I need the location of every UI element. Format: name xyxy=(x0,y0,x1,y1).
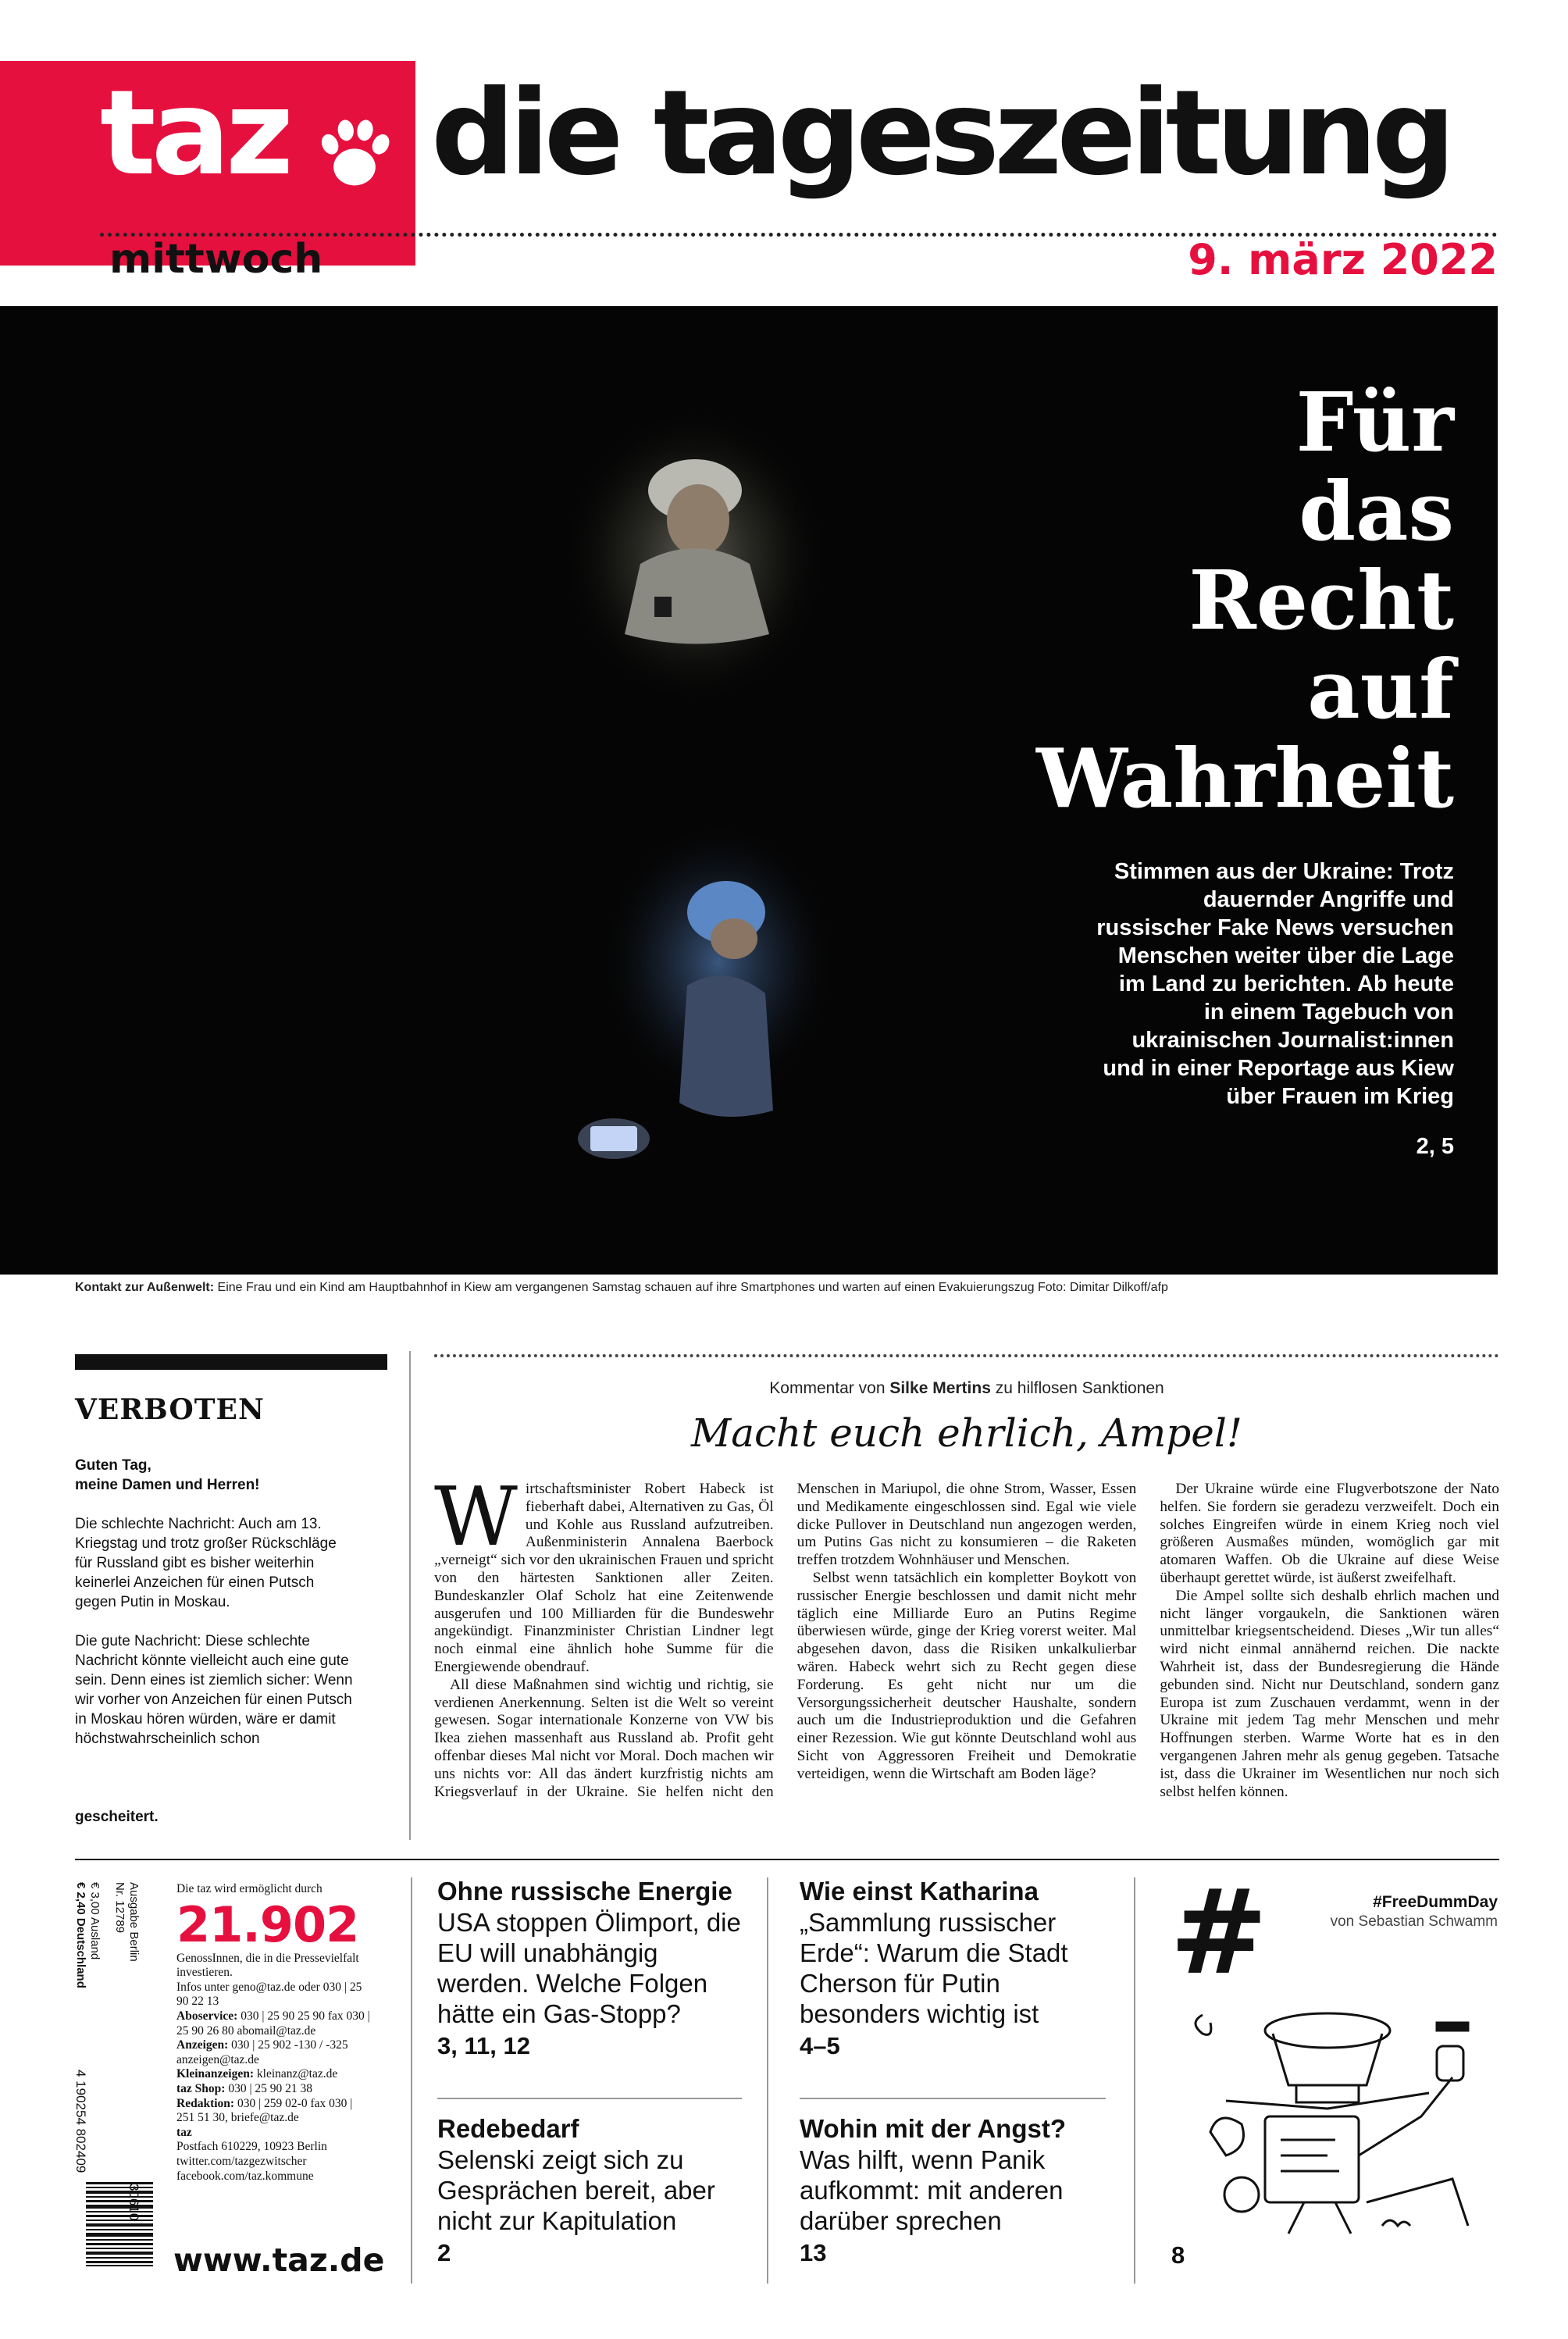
freedummday-tag[interactable]: #FreeDummDay xyxy=(1373,1893,1498,1911)
caption-text: Eine Frau und ein Kind am Hauptbahnhof in Kiew am vergangenen Samstag schauen auf ihre Smartphones und warten auf einen Evakuierungszug xyxy=(217,1281,1035,1294)
teaser-text: „Sammlung russischer Erde“: Warum die Stadt Cherson für Putin besonders wichtig ist xyxy=(800,1908,1068,2028)
kleinanzeigen-contact[interactable]: kleinanz@taz.de xyxy=(256,2067,338,2081)
member-count-text: GenossInnen, die in die Pressevielfalt investieren. xyxy=(176,1951,359,1980)
redaktion-line xyxy=(176,2097,372,2126)
taz-logo[interactable]: taz xyxy=(100,66,290,201)
kommentar-divider xyxy=(434,1354,1499,1357)
paw-logo-icon xyxy=(311,109,398,197)
issue-number: Nr. 12789 xyxy=(113,1882,127,1934)
verboten-para-1: Die schlechte Nachricht: Auch am 13. Kriegstag und trotz großer Rückschläge für Russland gibt es bisher weiterhin keinerlei Anzeichen für einen Putsch gegen Putin in Moskau. xyxy=(75,1516,337,1610)
newspaper-title: die tageszeitung xyxy=(431,66,1451,201)
kommentar-paragraph: Der Ukraine würde eine Flugverbotszone der Nato helfen. Sie fordern sie geradezu verzweifelt. Doch ein solches Eingreifen würde in einem Krieg noch viel größeren Ausmaßes münden, womöglich gar mit atomaren Waffen. Ob die Ukraine auf diese Weise überhaupt gerettet würde, ist äußerst zweifelhaft. xyxy=(1160,1481,1499,1586)
price-abroad: € 3,00 Ausland xyxy=(88,1882,102,1960)
teaser-headline: Wohin mit der Angst? xyxy=(800,2114,1066,2143)
greeting-line-2: meine Damen und Herren! xyxy=(75,1477,260,1493)
freedummday-page-ref[interactable]: 8 xyxy=(1171,2241,1185,2269)
teaser-divider xyxy=(767,1877,768,2284)
teaser-rule xyxy=(800,2098,1106,2099)
kommentar-paragraph: Selbst wenn tatsächlich ein kompletter Boykott von russischer Energie beschlossen und damit nicht mehr täglich eine Milliarde Euro an Putins Regime überwiesen würde, ginge der Krieg vorerst weiter. Mal abgesehen davon, dass die Risiken unkalkulierbar wären. Habeck wehrt sich zu Recht gegen diese Forderung. Es geht nicht nur um die Versorgungssicherheit deutscher Haushalte, sondern auch um die Industrieproduktion und die Gefahren einer Rezession. Wie gut könnte Deutschland wohl aus Sicht von Aggressoren Freiheit und Demokratie verteidigen, wenn die Wirtschaft am Boden läge? xyxy=(796,1569,1137,1782)
headline-line: Für xyxy=(1295,374,1454,470)
redaktion-contact[interactable]: 030 | 259 02-0 fax 030 | 251 51 30, briefe@taz.de xyxy=(176,2096,353,2125)
headline-page-ref[interactable]: 2, 5 xyxy=(1416,1134,1454,1159)
dropcap: W xyxy=(434,1469,518,1564)
teaser-katharina[interactable] xyxy=(800,1876,1112,2062)
edition-name: Ausgabe Berlin xyxy=(127,1882,141,1962)
aboservice-contact[interactable]: 030 | 25 90 25 90 fax 030 | 25 90 26 80 abomail@taz.de xyxy=(176,2009,370,2038)
shop-label: taz Shop: xyxy=(176,2081,226,2095)
address-name: taz xyxy=(176,2125,192,2139)
teaser-divider xyxy=(1134,1877,1135,2284)
imprint-kicker: Die taz wird ermöglicht durch xyxy=(176,1882,323,1895)
teaser-page-ref: 2 xyxy=(437,2239,451,2266)
kommentar-author[interactable]: Silke Mertins xyxy=(889,1379,991,1397)
kicker-prefix: Kommentar von xyxy=(769,1379,886,1397)
headline-line: Wahrheit xyxy=(1036,730,1454,826)
cartoon-illustration-icon[interactable] xyxy=(1171,1999,1499,2241)
verboten-bar xyxy=(75,1354,387,1370)
kleinanzeigen-label: Kleinanzeigen: xyxy=(176,2067,255,2081)
photo-credit: Foto: Dimitar Dilkoff/afp xyxy=(1037,1281,1168,1294)
redaktion-label: Redaktion: xyxy=(176,2096,235,2110)
kommentar-body xyxy=(434,1469,1499,1840)
price-germany: € 2,40 Deutschland xyxy=(74,1882,87,1988)
caption-lead: Kontakt zur Außenwelt: xyxy=(75,1281,215,1294)
kommentar-paragraph: Die Ampel sollte sich deshalb ehrlich machen und nicht länger vorgaukeln, die Sanktionen wären unmittelbar kriegsentscheidend. Dieses „Wir tun alles“ wird nicht einmal annähernd reichen. Die nackte Wahrheit ist, dass der Bundesregierung die Hände gebunden sind. Nicht nur Deutschland, sondern ganz Europa ist zum Zuschauen verdammt, wenn in der Ukraine mit jedem Tag mehr Menschen und mehr Hoffnungen sterben. Warme Worte hat es in den vergangenen Jahren mehr als genug gegeben. Tatsache ist, dass die Ukrainer im Wesentlichen nur noch sich selbst helfen können. xyxy=(1160,1587,1499,1800)
headline-line: das xyxy=(1299,463,1454,559)
teaser-angst[interactable] xyxy=(800,2113,1112,2269)
teaser-headline: Redebedarf xyxy=(437,2114,579,2143)
aboservice-label: Aboservice: xyxy=(176,2009,238,2023)
verboten-para-2: Die gute Nachricht: Diese schlechte Nachricht könnte vielleicht auch eine gute sein. Denn eines ist ziemlich sicher: Wenn wir vorher von Anzeichen für einen Putsch in Moskau hören würden, wäre er damit höchstwahrscheinlich schon xyxy=(75,1633,353,1747)
verboten-title: VERBOTEN xyxy=(75,1393,265,1426)
teaser-page-ref: 3, 11, 12 xyxy=(437,2032,530,2059)
teaser-energy[interactable] xyxy=(437,1876,750,2062)
kommentar-title[interactable]: Macht euch ehrlich, Ampel! xyxy=(691,1410,1242,1456)
anzeigen-label: Anzeigen: xyxy=(176,2038,229,2052)
freedummday-byline: von Sebastian Schwamm xyxy=(1330,1913,1498,1930)
shop-line xyxy=(176,2082,372,2097)
main-headline[interactable] xyxy=(1036,374,1454,826)
teaser-redebedarf[interactable] xyxy=(437,2113,750,2269)
paragraph-text: irtschaftsminister Robert Habeck ist fieberhaft dabei, Alternativen zu Gas, Öl und Kohle aus Russland aufzutreiben. Außenministerin Annalena Baerbock „verneigt“ sich vor den ukrainischen Frauen und spricht von den härtesten Sanktionen aller Zeiten. Bundeskanzler Olaf Scholz hat eine Zeitenwende ausgerufen und 100 Milliarden für die Bundeswehr angekündigt. Finanzminister Christian Lindner legt noch einmal eine ähnlich hohe Summe für die Energiewende obendrauf. xyxy=(434,1481,774,1675)
barcode-icon xyxy=(86,2182,153,2266)
teaser-text: USA stoppen Ölimport, die EU will unabhängig werden. Welche Folgen hätte ein Gas-Stopp? xyxy=(437,1908,741,2028)
website-link[interactable]: www.taz.de xyxy=(173,2241,385,2279)
headline-line: auf xyxy=(1307,641,1454,737)
geno-info[interactable]: Infos unter geno@taz.de oder 030 | 25 90 22 13 xyxy=(176,1980,362,2009)
photo-caption xyxy=(75,1281,1168,1295)
verboten-body xyxy=(75,1456,356,1768)
teaser-page-ref: 13 xyxy=(800,2239,827,2266)
teaser-text: Was hilft, wenn Panik aufkommt: mit anderen darüber sprechen xyxy=(800,2145,1064,2235)
aboservice-line xyxy=(176,2009,372,2038)
teaser-page-ref: 4–5 xyxy=(800,2032,840,2059)
section-divider xyxy=(75,1859,1499,1860)
hero-photo[interactable] xyxy=(0,306,1498,1275)
kommentar-paragraph: All diese Maßnahmen sind wichtig und richtig, sie verdienen Anerkennung. Selten ist die Welt so vereint gewesen. Sogar internationale Konzerne von VW bis Ikea ziehen massenhaft aus Russland ab. Profit geht offenbar dieses Mal nicht vor Moral. Doch machen wir uns nichts vor: All das ändert kurzfristig nichts am Kriegsverlauf in der Ukraine. Sie helfen nicht den Menschen in Mariupol, die ohne Strom, Wasser, Essen und Medikamente eingeschlossen sind. Egal wie viele dicke Pullover in Deutschland nun angezogen werden, um Putins Gas nicht zu konsumieren – die Raketen treffen trotzdem Wohnhäuser und Menschen. xyxy=(434,1481,1137,1800)
barcode-digits: 4 190254 802409 xyxy=(73,2070,88,2173)
shop-contact[interactable]: 030 | 25 90 21 38 xyxy=(228,2081,313,2095)
verboten-greeting xyxy=(75,1456,356,1495)
kommentar-kicker xyxy=(434,1379,1499,1398)
verboten-punchline: gescheitert. xyxy=(75,1809,159,1825)
teaser-rule xyxy=(437,2098,742,2099)
teaser-text: Selenski zeigt sich zu Gesprächen bereit, aber nicht zur Kapitulation xyxy=(437,2145,715,2235)
headline-line: Recht xyxy=(1188,552,1454,648)
anzeigen-contact[interactable]: 030 | 25 902 -130 / -325 anzeigen@taz.de xyxy=(176,2038,348,2066)
teaser-headline: Wie einst Katharina xyxy=(800,1877,1039,1906)
kleinanzeigen-line xyxy=(176,2067,372,2082)
kommentar-paragraph xyxy=(434,1469,774,1677)
teaser-headline: Ohne russische Energie xyxy=(437,1877,732,1906)
member-count: 21.902 xyxy=(176,1895,359,1953)
hashtag-icon: # xyxy=(1170,1865,1268,2001)
address[interactable]: Postfach 610229, 10923 Berlin twitter.com/tazgezwitscher facebook.com/taz.kommune xyxy=(176,2140,327,2183)
kicker-topic: zu hilflosen Sanktionen xyxy=(995,1379,1164,1397)
greeting-line-1: Guten Tag, xyxy=(75,1457,151,1474)
imprint-block xyxy=(176,1882,372,2184)
anzeigen-line xyxy=(176,2038,372,2067)
weekday: mittwoch xyxy=(109,236,323,283)
headline-subline: Stimmen aus der Ukraine: Trotz dauernder Angriffe und russischer Fake News versuchen Menschen weiter über die Lage im Land zu berichten. Ab heute in einem Tagebuch von ukrainischen Journalist:innen und in einer Reportage aus Kiew über Frauen im Krieg xyxy=(1096,859,1454,1109)
column-divider xyxy=(409,1351,411,1840)
teaser-divider xyxy=(411,1877,412,2284)
issue-date: 9. märz 2022 xyxy=(1188,235,1498,284)
